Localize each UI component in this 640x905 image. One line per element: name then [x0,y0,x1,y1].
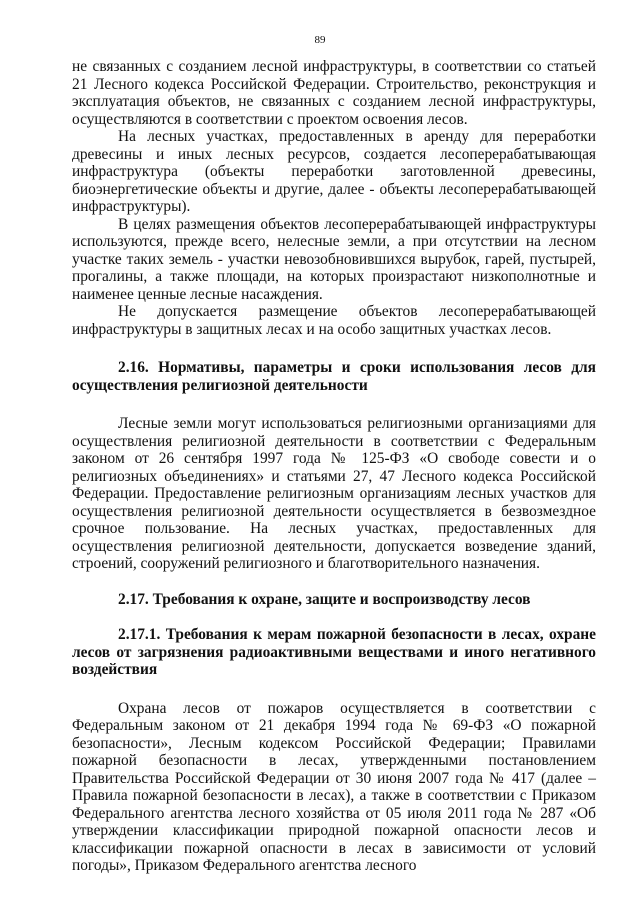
page-number: 89 [314,34,326,46]
paragraph-religious-use: Лесные земли могут использоваться религиозными организациями для осуществления религиозной деятельности в соответствии с Федеральным законом от 26 сентября 1997 года № 125-ФЗ «О свободе совести и о религиозных объединениях» и статьями 27, 47 Лесного кодекса Российской Федерации. Предоставление религиозным организациям лесных участков для осуществления религиозной деятельности осуществляется в безвозмездное срочное пользование. На лесных участках, предоставленных для осуществления религиозной деятельности, допускается возведение зданий, строений, сооружений религиозного и благотворительного назначения. [72,415,596,572]
spacer [72,679,596,700]
section-heading-2-16: 2.16. Нормативы, параметры и сроки использования лесов для осуществления религиозной деятельности [72,359,596,394]
spacer [72,394,596,415]
spacer [72,338,596,359]
paragraph-placement-lands: В целях размещения объектов лесоперерабатывающей инфраструктуры используются, прежде всего, нелесные земли, а при отсутствии на лесном участке таких земель - участки невозобновившихся вырубок, гарей, пустырей, прогалины, а также площади, на которых произрастают низкополнотные и наименее ценные лесные насаждения. [72,215,596,303]
document-body [72,58,596,875]
paragraph-fire-protection: Охрана лесов от пожаров осуществляется в соответствии с Федеральным законом от 21 декабря 1994 года № 69-ФЗ «О пожарной безопасности», Лесным кодексом Российской Федерации; Правилами пожарной безопасности в лесах, утвержденными постановлением Правительства Российской Федерации от 30 июня 2007 года № 417 (далее – Правила пожарной безопасности в лесах), а также в соответствии с Приказом Федерального агентства лесного хозяйства от 05 июля 2011 года № 287 «Об утверждении классификации природной пожарной опасности лесов и классификации пожарной опасности в лесах в зависимости от условий погоды», Приказом Федерального агентства лесного [72,699,596,874]
spacer [72,573,596,591]
paragraph-prohibition: Не допускается размещение объектов лесоперерабатывающей инфраструктуры в защитных лесах и на особо защитных участках лесов. [72,303,596,338]
paragraph-forest-infrastructure-end: не связанных с созданием лесной инфраструктуры, в соответствии со статьей 21 Лесного кодекса Российской Федерации. Строительство, реконструкция и эксплуатация объектов, не связанных с созданием лесной инфраструктуры, осуществляются в соответствии с проектом освоения лесов. [72,58,596,128]
section-heading-2-17: 2.17. Требования к охране, защите и воспроизводству лесов [118,590,531,608]
section-heading-2-17-1: 2.17.1. Требования к мерам пожарной безопасности в лесах, охране лесов от загрязнения радиоактивными веществами и иного негативного воздействия [72,626,596,678]
paragraph-processing-infrastructure: На лесных участках, предоставленных в аренду для переработки древесины и иных лесных ресурсов, создается лесоперерабатывающая инфраструктура (объекты переработки заготовленной древесины, биоэнергетические объекты и другие, далее - объекты лесоперерабатывающей инфраструктуры). [72,128,596,215]
spacer [72,608,596,626]
